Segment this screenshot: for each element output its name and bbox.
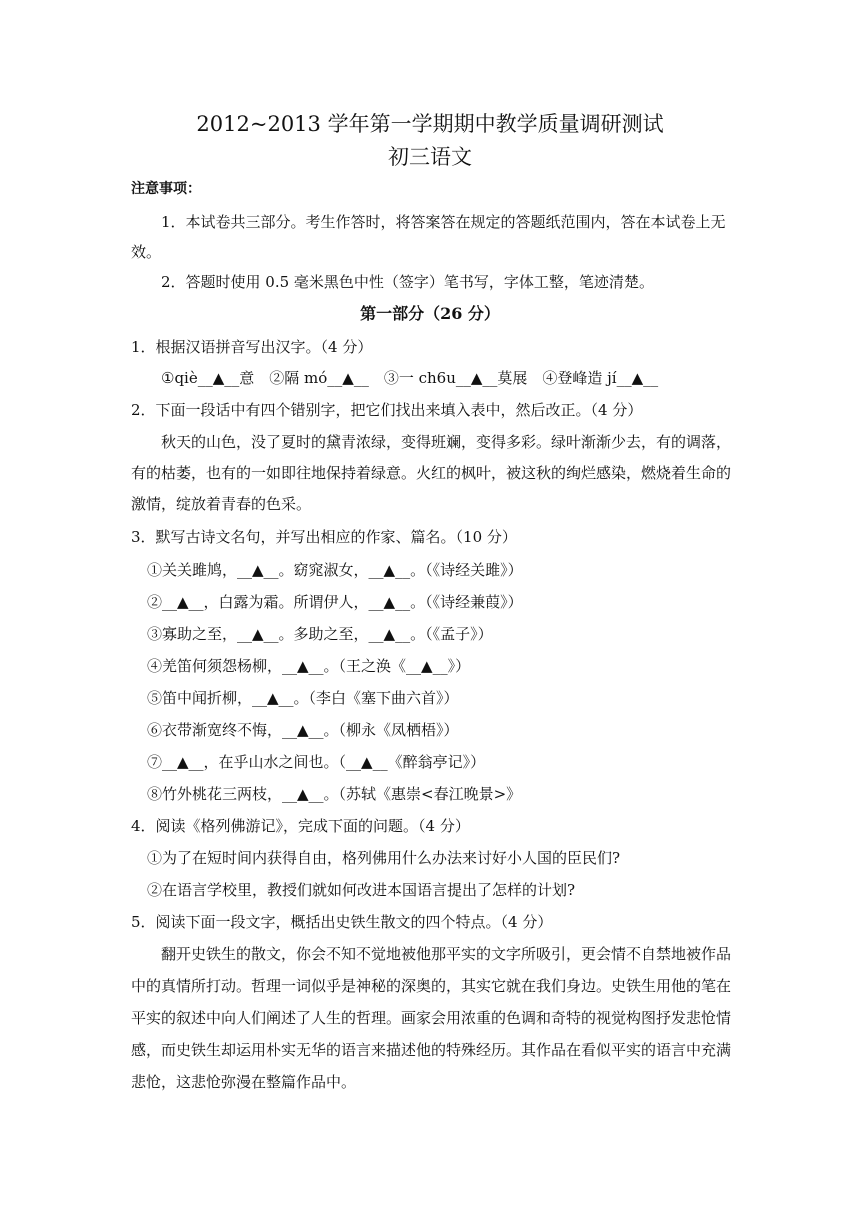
q1-stem: 1．根据汉语拼音写出汉字。（4 分） <box>131 338 373 356</box>
q3-line: ⑤笛中闻折柳，__▲__。（李白《塞下曲六首》） <box>147 689 459 707</box>
q1-items: ①qiè__▲__意 ②隔 mó__▲__ ③一 ch6u__▲__莫展 ④登峰造 jí__▲__ <box>161 369 659 387</box>
q3-line: ①关关雎鸠，__▲__。窈窕淑女，__▲__。（《诗经关雎》） <box>147 561 523 579</box>
q5-passage-line-3: 平实的叙述中向人们阐述了人生的哲理。画家会用浓重的色调和奇特的视觉构图抒发悲怆情 <box>131 1009 732 1027</box>
q4-stem: 4．阅读《格列佛游记》，完成下面的问题。（4 分） <box>131 817 470 835</box>
q5-passage-line-2: 中的真情所打动。哲理一词似乎是神秘的深奥的，其实它就在我们身边。史铁生用他的笔在 <box>131 977 732 995</box>
q3-line: ⑥衣带渐宽终不悔，__▲__。（柳永《凤栖梧》） <box>147 721 459 739</box>
q3-line: ③寡助之至，__▲__。多助之至，__▲__。（《孟子》） <box>147 625 493 643</box>
q3-stem: 3．默写古诗文名句，并写出相应的作家、篇名。（10 分） <box>131 528 517 546</box>
part1-heading: 第一部分（26 分） <box>360 304 500 323</box>
q2-passage-line-3: 激情，绽放着青春的色采。 <box>131 495 312 513</box>
notice-item-2: 2．答题时使用 0.5 毫米黑色中性（签字）笔书写，字体工整，笔迹清楚。 <box>161 273 654 291</box>
q3-line: ⑧竹外桃花三两枝，__▲__。（苏轼《惠崇<春江晚景>》 <box>147 785 522 803</box>
q2-passage-line-2: 有的枯萎，也有的一如即往地保持着绿意。火红的枫叶，被这秋的绚烂感染，燃烧着生命的 <box>131 464 732 482</box>
exam-title: 2012~2013 学年第一学期期中教学质量调研测试 <box>196 112 664 136</box>
q3-line: ⑦__▲__，在乎山水之间也。（__▲__《醉翁亭记》） <box>147 753 486 771</box>
q4-sub-question-1: ①为了在短时间内获得自由，格列佛用什么办法来讨好小人国的臣民们? <box>147 849 621 867</box>
q5-stem: 5．阅读下面一段文字，概括出史铁生散文的四个特点。（4 分） <box>131 913 553 931</box>
exam-subtitle: 初三语文 <box>388 145 472 169</box>
q5-passage-line-4: 感，而史铁生却运用朴实无华的语言来描述他的特殊经历。其作品在看似平实的语言中充满 <box>131 1041 732 1059</box>
q2-passage-line-1: 秋天的山色，没了夏时的黛青浓绿，变得班斓，变得多彩。绿叶渐渐少去，有的调落， <box>161 433 732 451</box>
q5-passage-line-5: 悲怆，这悲怆弥漫在整篇作品中。 <box>131 1073 357 1091</box>
q2-stem: 2．下面一段话中有四个错别字，把它们找出来填入表中，然后改正。（4 分） <box>131 401 643 419</box>
q5-passage-line-1: 翻开史铁生的散文，你会不知不觉地被他那平实的文字所吸引，更会情不自禁地被作品 <box>161 945 732 963</box>
q3-line: ④羌笛何须怨杨柳，__▲__。（王之涣《__▲__》） <box>147 657 471 675</box>
notice-item-1-line-2: 效。 <box>131 243 162 261</box>
notice-item-1-line-1: 1．本试卷共三部分。考生作答时，将答案答在规定的答题纸范围内，答在本试卷上无 <box>161 213 726 231</box>
q4-sub-question-2: ②在语言学校里，教授们就如何改进本国语言提出了怎样的计划? <box>147 881 576 899</box>
q3-line: ②__▲__，白露为霜。所谓伊人，__▲__。（《诗经兼葭》） <box>147 593 523 611</box>
notice-heading: 注意事项： <box>131 181 201 197</box>
